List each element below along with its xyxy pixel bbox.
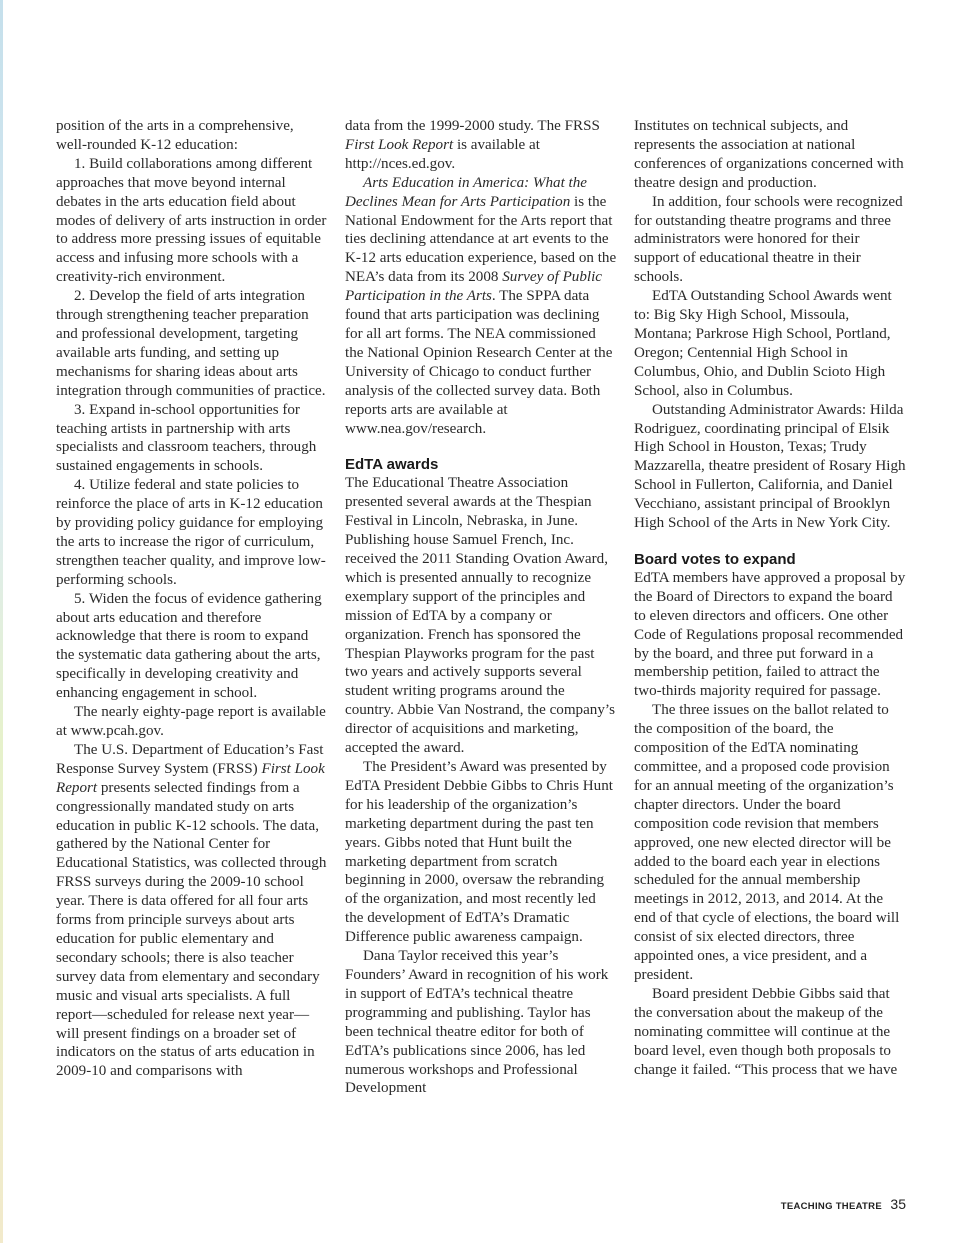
paragraph: In addition, four schools were recognized for outstanding theatre programs and three administrators were honored for their support of educational theatre in their schools. <box>634 193 903 286</box>
section-heading-board-votes: Board votes to expand <box>634 550 796 568</box>
publication-title: Survey of Public Participation in the Arts <box>345 269 602 305</box>
paragraph: The nearly eighty-page report is available at www.pcah.gov. <box>56 704 326 739</box>
paragraph: The Educational Theatre Association presented several awards at the Thespian Festival in Lincoln, Nebraska, in June. Publishing house Samuel French, Inc. received the 2011 Standing Ovation Award, which is presented annually to recognize exemplary support of the principles and mission of EdTA by a company or organization. French has sponsored the Thespian Playworks program for the past two years and actively supports several student writing programs around the country. Abbie Van Nostrand, the company’s director of acquisitions and marketing, accepted the award. <box>345 475 615 757</box>
publication-title: First Look Report <box>345 136 454 153</box>
paragraph: The President’s Award was presented by EdTA President Debbie Gibbs to Chris Hunt for his leadership of the organization’s marketing department during the past ten years. Gibbs noted that Hunt built the marketing department from scratch beginning in 2000, oversaw the rebranding of the organization, and most recently led the development of EdTA’s Dramatic Difference public awareness campaign. <box>345 759 613 946</box>
paragraph: Board president Debbie Gibbs said that the conversation about the makeup of the nominating committee will continue at the board level, even though both proposals to change it failed. “This process that we have <box>634 985 898 1078</box>
paragraph: Arts Education in America: What the Declines Mean for Arts Participation is the National Endowment for the Arts report that ties declining attendance at art events to the K-12 arts education experience, based on the NEA’s data from its 2008 Survey of Public Participation in the Arts. The SPPA data found that arts participation was declining for all art forms. The NEA commissioned the National Opinion Research Center at the University of Chicago to conduct further analysis of the collected survey data. Both reports arts are available at www.nea.gov/research. <box>345 174 617 437</box>
paragraph: The three issues on the ballot related to the composition of the board, the composition of the EdTA nominating committee, and a proposed code provision for an annual meeting of the organization’s chapter directors. Under the board composition code revision that members approved, one new elected director will be added to the board each year in elections scheduled for the annual membership meetings in 2012, 2013, and 2014. At the end of that cycle of elections, the board will consist of six elected directors, three appointed ones, a vice president, and a president. <box>634 702 900 983</box>
paragraph: position of the arts in a comprehensive, well-rounded K-12 education: <box>56 118 294 153</box>
paragraph: Institutes on technical subjects, and represents the association at national conferences of organizations concerned with theatre design and production. <box>634 118 904 191</box>
publication-title: First Look Report <box>56 760 325 796</box>
column-1 <box>56 117 328 1081</box>
paragraph: Outstanding Administrator Awards: Hilda Rodriguez, coordinating principal of Elsik High School in Houston, Texas; Trudy Mazzarella, theatre president of Rosary High School in Fullerton, California, and Daniel Vecchiano, assistant principal of Brooklyn High School of the Arts in New York City. <box>634 401 906 532</box>
section-heading-edta-awards: EdTA awards <box>345 456 439 474</box>
page-number: 35 <box>890 1196 906 1212</box>
paragraph: The U.S. Department of Education’s Fast Response Survey System (FRSS) First Look Report presents selected findings from a congressionally mandated study on arts education in public K-12 schools. The data, gathered by the National Center for Educational Statistics, was collected through FRSS surveys during the 2009-10 school year. There is data offered for all four arts forms from principle surveys about arts education for public elementary and secondary schools; there is also teacher survey data from elementary and secondary music and visual arts specialists. A full report—scheduled for release next year—will present findings on a broader set of indicators on the status of arts education in 2009-10 and comparisons with <box>56 741 327 1080</box>
paragraph: EdTA members have approved a proposal by the Board of Directors to expand the board to eleven directors and officers. One other Code of Regulations proposal recommended by the board, and three put forward in a membership petition, failed to attract the two-thirds majority required for passage. <box>634 569 906 700</box>
paragraph: Dana Taylor received this year’s Founders’ Award in recognition of his work in support of EdTA’s technical theatre programming and publishing. Taylor has been technical theatre editor for both of EdTA’s publications since 2006, has led numerous workshops and Professional Development <box>345 948 609 1097</box>
list-item: 4. Utilize federal and state policies to reinforce the place of arts in K-12 education by providing policy guidance for employing the arts to increase the rigor of curriculum, strengthen teacher quality, and improve low-performing schools. <box>56 477 326 588</box>
list-item: 2. Develop the field of arts integration through strengthening teacher preparation and professional development, targeting available arts funding, and setting up mechanisms for sharing ideas about arts integration through communities of practice. <box>56 288 326 399</box>
list-item: 3. Expand in-school opportunities for teaching artists in partnership with arts specialists and classroom teachers, through sustained engagements in schools. <box>56 401 317 475</box>
list-item: 1. Build collaborations among different approaches that move beyond internal debates in the arts education field about modes of delivery of arts instruction in order to address more pressing issues of equitable access and infusing more schools with a creativity-rich environment. <box>56 155 327 286</box>
page-footer <box>781 1196 906 1214</box>
page-edge-decoration <box>0 0 3 1243</box>
paragraph: EdTA Outstanding School Awards went to: Big Sky High School, Missoula, Montana; Parkrose High School, Portland, Oregon; Centennial High School in Columbus, Ohio, and Dublin Scioto High School, also in Columbus. <box>634 288 892 399</box>
list-item: 5. Widen the focus of evidence gathering about arts education and therefore acknowledge that there is room to expand the systematic data gathering about the arts, specifically in developing creativity and enhancing engagement in school. <box>56 590 322 702</box>
publication-name: TEACHING THEATRE <box>780 1201 882 1212</box>
column-3 <box>634 117 906 1079</box>
paragraph: data from the 1999-2000 study. The FRSS First Look Report is available at http://nces.ed.gov. <box>345 118 600 172</box>
publication-title: Arts Education in America: What the Declines Mean for Arts Participation <box>345 174 587 210</box>
column-2 <box>345 117 617 1098</box>
